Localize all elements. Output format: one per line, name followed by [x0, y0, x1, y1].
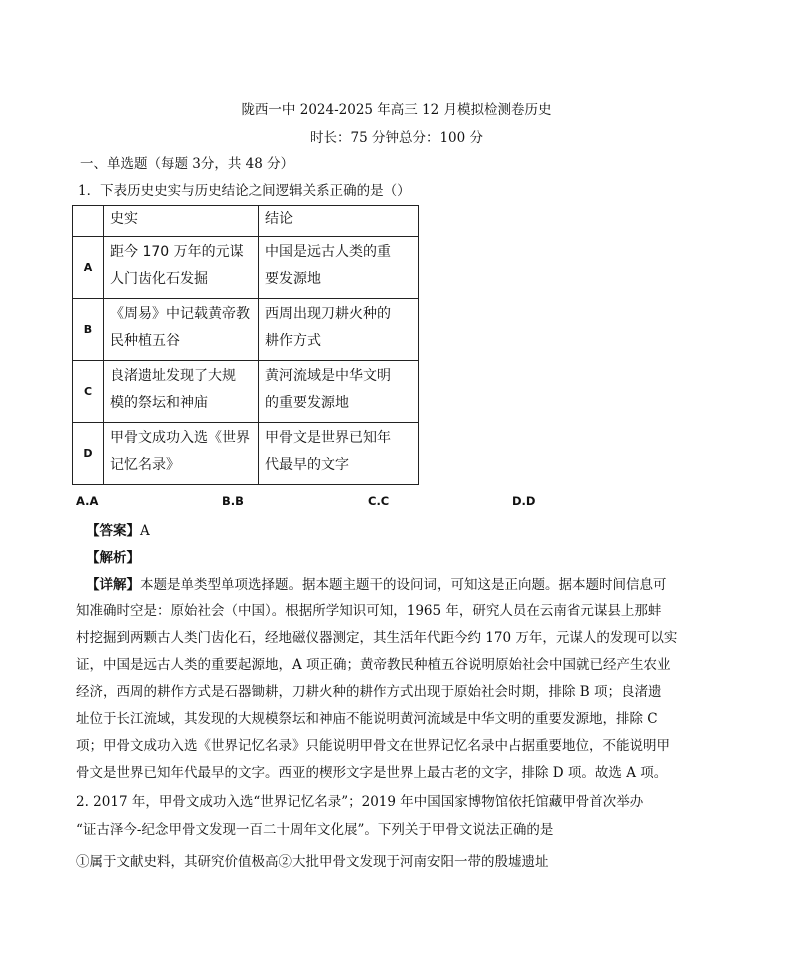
page-title: 陇西一中 2024-2025 年高三 12 月模拟检测卷历史: [241, 102, 552, 118]
table-header-row: [73, 206, 419, 237]
row-label: C: [73, 361, 104, 423]
answer-label: 【答案】: [86, 523, 140, 539]
option-a: A.A: [76, 494, 99, 508]
question-2-line: 2. 2017 年，甲骨文成功入选“世界记忆名录”；2019 年中国国家博物馆依托馆藏甲骨首次举办: [76, 794, 644, 810]
fact-cell: 《周易》中记载黄帝教 民种植五谷: [104, 299, 259, 361]
question-2-line: ①属于文献史料，其研究价值极高②大批甲骨文发现于河南安阳一带的殷墟遗址: [76, 854, 549, 870]
row-label: D: [73, 423, 104, 485]
table-header-blank: [73, 206, 104, 237]
detail-line: 经济，西周的耕作方式是石器锄耕，刀耕火种的耕作方式出现于原始社会时期，排除 B 项；良渚遗: [76, 684, 662, 700]
table-header-fact: 史实: [104, 206, 259, 237]
fact-cell: 距今 170 万年的元谋 人门齿化石发掘: [104, 237, 259, 299]
conclusion-cell: 黄河流域是中华文明 的重要发源地: [259, 361, 419, 423]
fact-cell: 良渚遗址发现了大规 模的祭坛和神庙: [104, 361, 259, 423]
exam-meta: 时长：75 分钟总分：100 分: [309, 130, 484, 146]
detail-line: 【详解】本题是单类型单项选择题。据本题主题干的设问词，可知这是正向题。据本题时间信息可: [86, 577, 667, 593]
option-b: B.B: [222, 494, 244, 508]
question-2-line: “证古泽今-纪念甲骨文发现一百二十周年文化展”。下列关于甲骨文说法正确的是: [76, 822, 554, 838]
detail-line: 知准确时空是：原始社会（中国）。根据所学知识可知，1965 年，研究人员在云南省元谋县上那蚌: [76, 603, 662, 619]
detail-line: 项；甲骨文成功入选《世界记忆名录》只能说明甲骨文在世界记忆名录中占据重要地位，不能说明甲: [76, 738, 670, 754]
detail-label: 【详解】: [86, 577, 140, 593]
fact-cell: 甲骨文成功入选《世界 记忆名录》: [104, 423, 259, 485]
detail-line: 骨文是世界已知年代最早的文字。西亚的楔形文字是世界上最古老的文字，排除 D 项。故选 A 项。: [76, 765, 668, 781]
history-table: [72, 205, 419, 485]
answer-value: A: [140, 523, 150, 539]
detail-line: 村挖掘到两颗古人类门齿化石，经地磁仪器测定，其生活年代距今约 170 万年，元谋人的发现可以实: [76, 630, 678, 646]
table-row: [73, 423, 419, 485]
conclusion-cell: 中国是远古人类的重 要发源地: [259, 237, 419, 299]
option-d: D.D: [512, 494, 536, 508]
table-row: [73, 237, 419, 299]
table-row: [73, 299, 419, 361]
answer-line: [86, 519, 150, 539]
table-header-conclusion: 结论: [259, 206, 419, 237]
conclusion-cell: 甲骨文是世界已知年 代最早的文字: [259, 423, 419, 485]
table-row: [73, 361, 419, 423]
option-c: C.C: [368, 494, 390, 508]
question-1-stem: 1．下表历史史实与历史结论之间逻辑关系正确的是（）: [78, 183, 411, 199]
conclusion-cell: 西周出现刀耕火种的 耕作方式: [259, 299, 419, 361]
detail-line: 证，中国是远古人类的重要起源地，A 项正确；黄帝教民种植五谷说明原始社会中国就已经产生农业: [76, 657, 671, 673]
row-label: B: [73, 299, 104, 361]
row-label: A: [73, 237, 104, 299]
detail-line: 址位于长江流域，其发现的大规模祭坛和神庙不能说明黄河流域是中华文明的重要发源地，排除 C: [76, 711, 658, 727]
section-heading: 一、单选题（每题 3分，共 48 分）: [80, 156, 295, 172]
analysis-label: 【解析】: [86, 550, 140, 566]
